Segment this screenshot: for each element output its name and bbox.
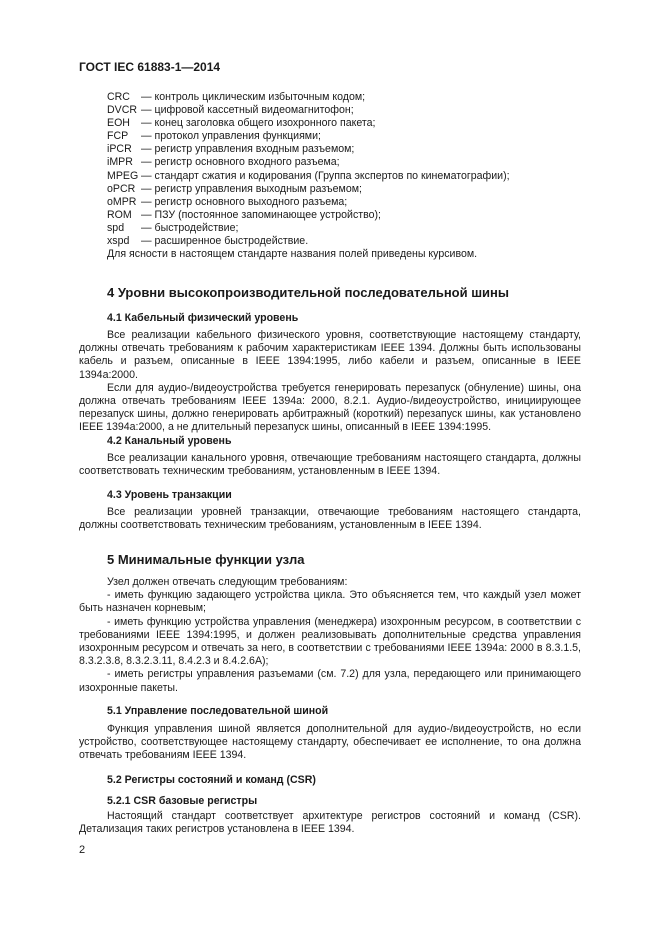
paragraph: Все реализации кабельного физического уровня, соответствующие настоящему стандарту, должны отвечать требованиям к рабочим характеристикам IEEE 1394. Должны быть использованы кабель и разъем, описанные в IEEE 1394:1995, либо кабели и разъем, описанные в IEEE 1394a:2000. (79, 329, 581, 381)
paragraph: Функция управления шиной является дополнительной для аудио-/видеоустройств, но если устройство, соответствующее настоящему стандарту, обеспечивает ее исполнение, то она должна отвечать требованиям IEEE 1394. (79, 723, 581, 762)
abbreviation-row (107, 130, 577, 143)
section-4-1-body (79, 329, 581, 435)
list-item: - иметь функцию задающего устройства цикла. Это объясняется тем, что каждый узел может быть назначен корневым; (79, 589, 581, 615)
abbreviation-row (107, 170, 577, 183)
abbreviation-key: FCP (107, 130, 129, 143)
section-5-body (79, 576, 581, 695)
section-5-2-1-title: 5.2.1 CSR базовые регистры (107, 795, 258, 807)
abbreviation-key: iPCR (107, 143, 132, 156)
section-5-title: 5 Минимальные функции узла (107, 552, 305, 567)
abbreviation-key: EOH (107, 117, 130, 130)
document-header: ГОСТ IEC 61883-1—2014 (79, 60, 221, 74)
abbreviation-row (107, 209, 577, 222)
paragraph: Настоящий стандарт соответствует архитектуре регистров состояний и команд (CSR). Детализация таких регистров установлена в IEEE 1394. (79, 810, 581, 836)
abbreviation-value: — стандарт сжатия и кодирования (Группа экспертов по кинематографии); (141, 169, 510, 182)
section-5-1-title: 5.1 Управление последовательной шиной (107, 705, 329, 717)
abbreviation-value: — регистр управления входным разъемом; (141, 143, 355, 156)
section-4-2-body (79, 452, 581, 478)
abbreviation-value: — быстродействие; (141, 221, 239, 234)
section-5-2-1-body (79, 810, 581, 836)
paragraph: Узел должен отвечать следующим требованиям: (107, 576, 348, 588)
abbreviation-key: DVCR (107, 104, 138, 117)
abbreviation-row (107, 235, 577, 248)
abbreviation-value: — ПЗУ (постоянное запоминающее устройство); (141, 208, 381, 221)
abbreviation-key: spd (107, 221, 125, 234)
abbreviation-list (107, 91, 577, 261)
section-5-1-body (79, 723, 581, 763)
page-number: 2 (79, 844, 86, 856)
abbreviation-value: — протокол управления функциями; (141, 130, 321, 143)
abbreviation-row (107, 196, 577, 209)
abbreviation-key: MPEG (107, 169, 139, 182)
list-item: - иметь регистры управления разъемами (см. 7.2) для узла, передающего или принимающего изохронные пакеты. (79, 668, 581, 694)
abbreviation-row (107, 156, 577, 169)
list-item: - иметь функцию устройства управления (менеджера) изохронным ресурсом, в соответствии с требованиями IEEE 1394:1995, и должен реализовывать дополнительные средства управления изохронным ресурсом и отвечать за него, в соответствии с требованиями IEEE 1394a: 2000 в 8.3.1.5, 8.3.2.3.8, 8.3.2.3.11, 8.4.2.3 и 8.4.2.6A); (79, 615, 581, 668)
paragraph: Если для аудио-/видеоустройства требуется генерировать перезапуск (обнуление) шины, она должна отвечать требованиям IEEE 1394a: 2000, 8.2.1. Аудио-/видеоустройство, инициирующее перезапуск шины, должно генерировать арбитражный (короткий) перезапуск шины, как установлено IEEE 1394a:2000, а не длительный перезапуск шины, описанный в IEEE 1394:1995. (79, 381, 581, 434)
abbreviation-value: — регистр основного выходного разъема; (141, 195, 348, 208)
section-4-1-title: 4.1 Кабельный физический уровень (107, 312, 299, 324)
abbreviation-row (107, 222, 577, 235)
section-4-3-title: 4.3 Уровень транзакции (107, 489, 232, 501)
abbreviation-key: oMPR (107, 195, 137, 208)
abbreviation-value: — цифровой кассетный видеомагнитофон; (141, 104, 354, 117)
abbreviation-key: CRC (107, 91, 130, 103)
abbreviation-row (107, 117, 577, 130)
abbreviation-row (107, 183, 577, 196)
paragraph: Все реализации канального уровня, отвечающие требованиям настоящего стандарта, должны соответствовать техническим требованиям, установленным в IEEE 1394. (79, 452, 581, 478)
abbreviation-row (107, 91, 577, 104)
abbreviation-value: — конец заголовка общего изохронного пакета; (141, 117, 376, 130)
section-4-title: 4 Уровни высокопроизводительной последовательной шины (107, 285, 510, 300)
abbreviation-row (107, 143, 577, 156)
abbreviation-key: ROM (107, 208, 132, 221)
abbreviation-key: oPCR (107, 182, 136, 195)
abbreviation-value: — расширенное быстродействие. (141, 235, 309, 248)
abbreviation-note: Для ясности в настоящем стандарте названия полей приведены курсивом. (107, 248, 478, 261)
abbreviation-value: — регистр основного входного разъема; (141, 156, 340, 169)
section-5-2-title: 5.2 Регистры состояний и команд (CSR) (107, 774, 316, 786)
section-4-2-title: 4.2 Канальный уровень (107, 435, 232, 447)
section-4-3-body (79, 506, 581, 532)
abbreviation-value: — контроль циклическим избыточным кодом; (141, 91, 366, 103)
abbreviation-row (107, 104, 577, 117)
abbreviation-key: iMPR (107, 156, 133, 169)
paragraph: Все реализации уровней транзакции, отвечающие требованиям настоящего стандарта, должны соответствовать техническим требованиям, установленным в IEEE 1394. (79, 506, 581, 532)
abbreviation-value: — регистр управления выходным разъемом; (141, 182, 362, 195)
abbreviation-key: xspd (107, 235, 130, 248)
